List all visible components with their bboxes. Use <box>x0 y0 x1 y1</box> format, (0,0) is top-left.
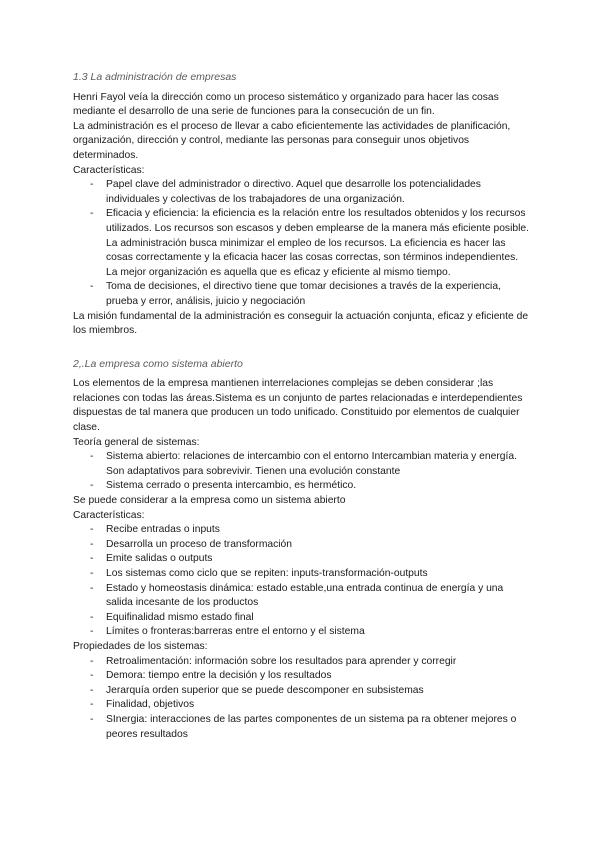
list-item: - Toma de decisiones, el directivo tiene que tomar decisiones a través de la experiencia, prueba y error, análisis, juicio y negociación <box>73 280 531 309</box>
list-item: - Demora: tiempo entre la decisión y los resultados <box>73 669 531 684</box>
list-item: - Sistema abierto: relaciones de intercambio con el entorno Intercambian materia y energía. Son adaptativos para sobrevivir. Tienen una evolución constante <box>73 450 531 479</box>
list-item: - Límites o fronteras:barreras entre el entorno y el sistema <box>73 625 531 640</box>
list-item: - SInergia: interacciones de las partes componentes de un sistema pa ra obtener mejores o peores resultados <box>73 713 531 742</box>
characteristics-list <box>73 178 531 309</box>
elements-paragraph: Los elementos de la empresa mantienen interrelaciones complejas se deben considerar ;las relaciones con todas las áreas.Sistema es un conjunto de partes relacionadas e interdependientes dispuestas de tal manera que producen un todo unificado. Constituido por elementos de cualquier clase. <box>73 378 523 434</box>
list-item: - Los sistemas como ciclo que se repiten: inputs-transformación-outputs <box>73 567 531 582</box>
list-item: - Sistema cerrado o presenta intercambio, es hermético. <box>73 479 531 494</box>
list-item: - Emite salidas o outputs <box>73 552 531 567</box>
list-item: - Papel clave del administrador o directivo. Aquel que desarrolle los potencialidades individuales y colectivas de los trabajadores de una organización. <box>73 178 531 207</box>
list-item: - Retroalimentación: información sobre los resultados para aprender y corregir <box>73 655 531 670</box>
properties-list <box>73 655 531 743</box>
list-item: - Equifinalidad mismo estado final <box>73 611 531 626</box>
list-item: - Finalidad, objetivos <box>73 698 531 713</box>
fayol-paragraph: Henri Fayol veía la dirección como un proceso sistemático y organizado para hacer las cosas mediante el desarrollo de una serie de funciones para la consecución de un fin. <box>73 91 499 118</box>
list-item: - Eficacia y eficiencia: la eficiencia es la relación entre los resultados obtenidos y los recursos utilizados. Los recursos son escasos y deben emplearse de la manera más eficiente posible. La administración busca minimizar el empleo de los recursos. La eficiencia es hacer las cosas correctamente y la eficacia hacer las cosas correctas, son términos independientes. La mejor organización es aquella que es eficaz y eficiente al mismo tiempo. <box>73 207 531 280</box>
properties-label: Propiedades de los sistemas: <box>73 640 208 652</box>
mission-paragraph: La misión fundamental de la administración es conseguir la actuación conjunta, eficaz y eficiente de los miembros. <box>73 310 529 337</box>
administration-definition: La administración es el proceso de llevar a cabo eficientemente las actividades de planificación, organización, dirección y control, mediante las personas para conseguir unos objetivos determinados. <box>73 120 511 161</box>
open-system-characteristics-list <box>73 523 531 640</box>
list-item: - Desarrolla un proceso de transformación <box>73 538 531 553</box>
characteristics-label-2: Características: <box>73 509 145 521</box>
section-2-heading: 2,.La empresa como sistema abierto <box>73 357 243 370</box>
systems-theory-label: Teoría general de sistemas: <box>73 436 200 448</box>
open-system-paragraph: Se puede considerar a la empresa como un sistema abierto <box>73 495 346 507</box>
list-item: - Jerarquía orden superior que se puede descomponer en subsistemas <box>73 684 531 699</box>
characteristics-label: Características: <box>73 164 145 176</box>
list-item: - Recibe entradas o inputs <box>73 523 531 538</box>
document-page <box>73 70 531 742</box>
systems-theory-list <box>73 450 531 494</box>
section-1-heading: 1.3 La administración de empresas <box>73 71 237 83</box>
list-item: - Estado y homeostasis dinámica: estado estable,una entrada continua de energía y una salida incesante de los productos <box>73 582 531 611</box>
